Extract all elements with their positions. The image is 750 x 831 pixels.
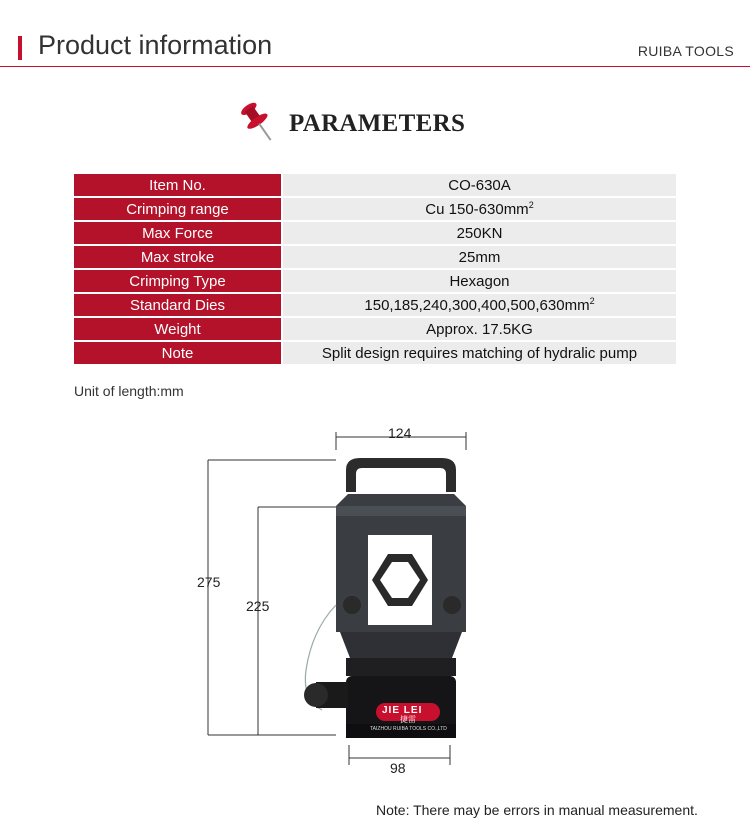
page-title: Product information: [38, 30, 273, 60]
unit-note: Unit of length:mm: [74, 383, 184, 399]
spec-value: [281, 270, 676, 292]
spec-label: Note: [74, 342, 281, 364]
dimension-top-width: 124: [388, 425, 412, 441]
spec-value-superscript: 2: [589, 295, 595, 306]
spec-label: Item No.: [74, 174, 281, 196]
product-company-label: TAIZHOU RUIBA TOOLS CO.,LTD: [370, 726, 447, 732]
spec-value-text: Hexagon: [449, 272, 510, 290]
spec-value-text: 25mm: [458, 248, 501, 266]
brand-name: RUIBA TOOLS: [637, 43, 734, 59]
spec-value-text: Approx. 17.5KG: [426, 320, 533, 338]
spec-label: Max stroke: [74, 246, 281, 268]
spec-row: [74, 246, 676, 268]
spec-value: [281, 222, 676, 244]
header-divider: [0, 66, 750, 67]
spec-value-text: Split design requires matching of hydralic pump: [321, 344, 638, 362]
product-chinese-label: 捷雷: [400, 715, 416, 724]
spec-label: Max Force: [74, 222, 281, 244]
spec-row: [74, 198, 676, 220]
spec-value: [281, 198, 676, 220]
spec-row: [74, 342, 676, 364]
parameters-title: PARAMETERS: [289, 110, 466, 137]
spec-row: [74, 270, 676, 292]
spec-value: [281, 342, 676, 364]
spec-label: Weight: [74, 318, 281, 340]
crimper-drawing: [0, 410, 750, 790]
dimension-base-width: 98: [390, 760, 406, 776]
spec-value-text: 250KN: [456, 224, 503, 242]
product-brand-label: JIE LEI: [382, 705, 423, 716]
spec-value: [281, 318, 676, 340]
spec-row: [74, 294, 676, 316]
product-figure: [0, 410, 750, 790]
spec-label: Crimping Type: [74, 270, 281, 292]
spec-value: [281, 246, 676, 268]
spec-value-text: Cu 150-630mm: [425, 200, 529, 218]
spec-value-superscript: 2: [528, 199, 534, 210]
spec-value-text: 150,185,240,300,400,500,630mm: [364, 296, 590, 314]
dimension-head-height: 225: [246, 598, 270, 614]
spec-row: [74, 318, 676, 340]
spec-value-text: CO-630A: [448, 176, 511, 194]
footer-note: Note: There may be errors in manual measurement.: [376, 802, 698, 818]
spec-value: [281, 174, 676, 196]
spec-row: [74, 222, 676, 244]
dimension-total-height: 275: [197, 574, 221, 590]
spec-label: Crimping range: [74, 198, 281, 220]
header-accent-bar: [18, 36, 22, 60]
spec-value: [281, 294, 676, 316]
page-header: [0, 0, 750, 68]
spec-label: Standard Dies: [74, 294, 281, 316]
pushpin-icon: [238, 100, 278, 146]
spec-row: [74, 174, 676, 196]
spec-table: [74, 172, 676, 366]
